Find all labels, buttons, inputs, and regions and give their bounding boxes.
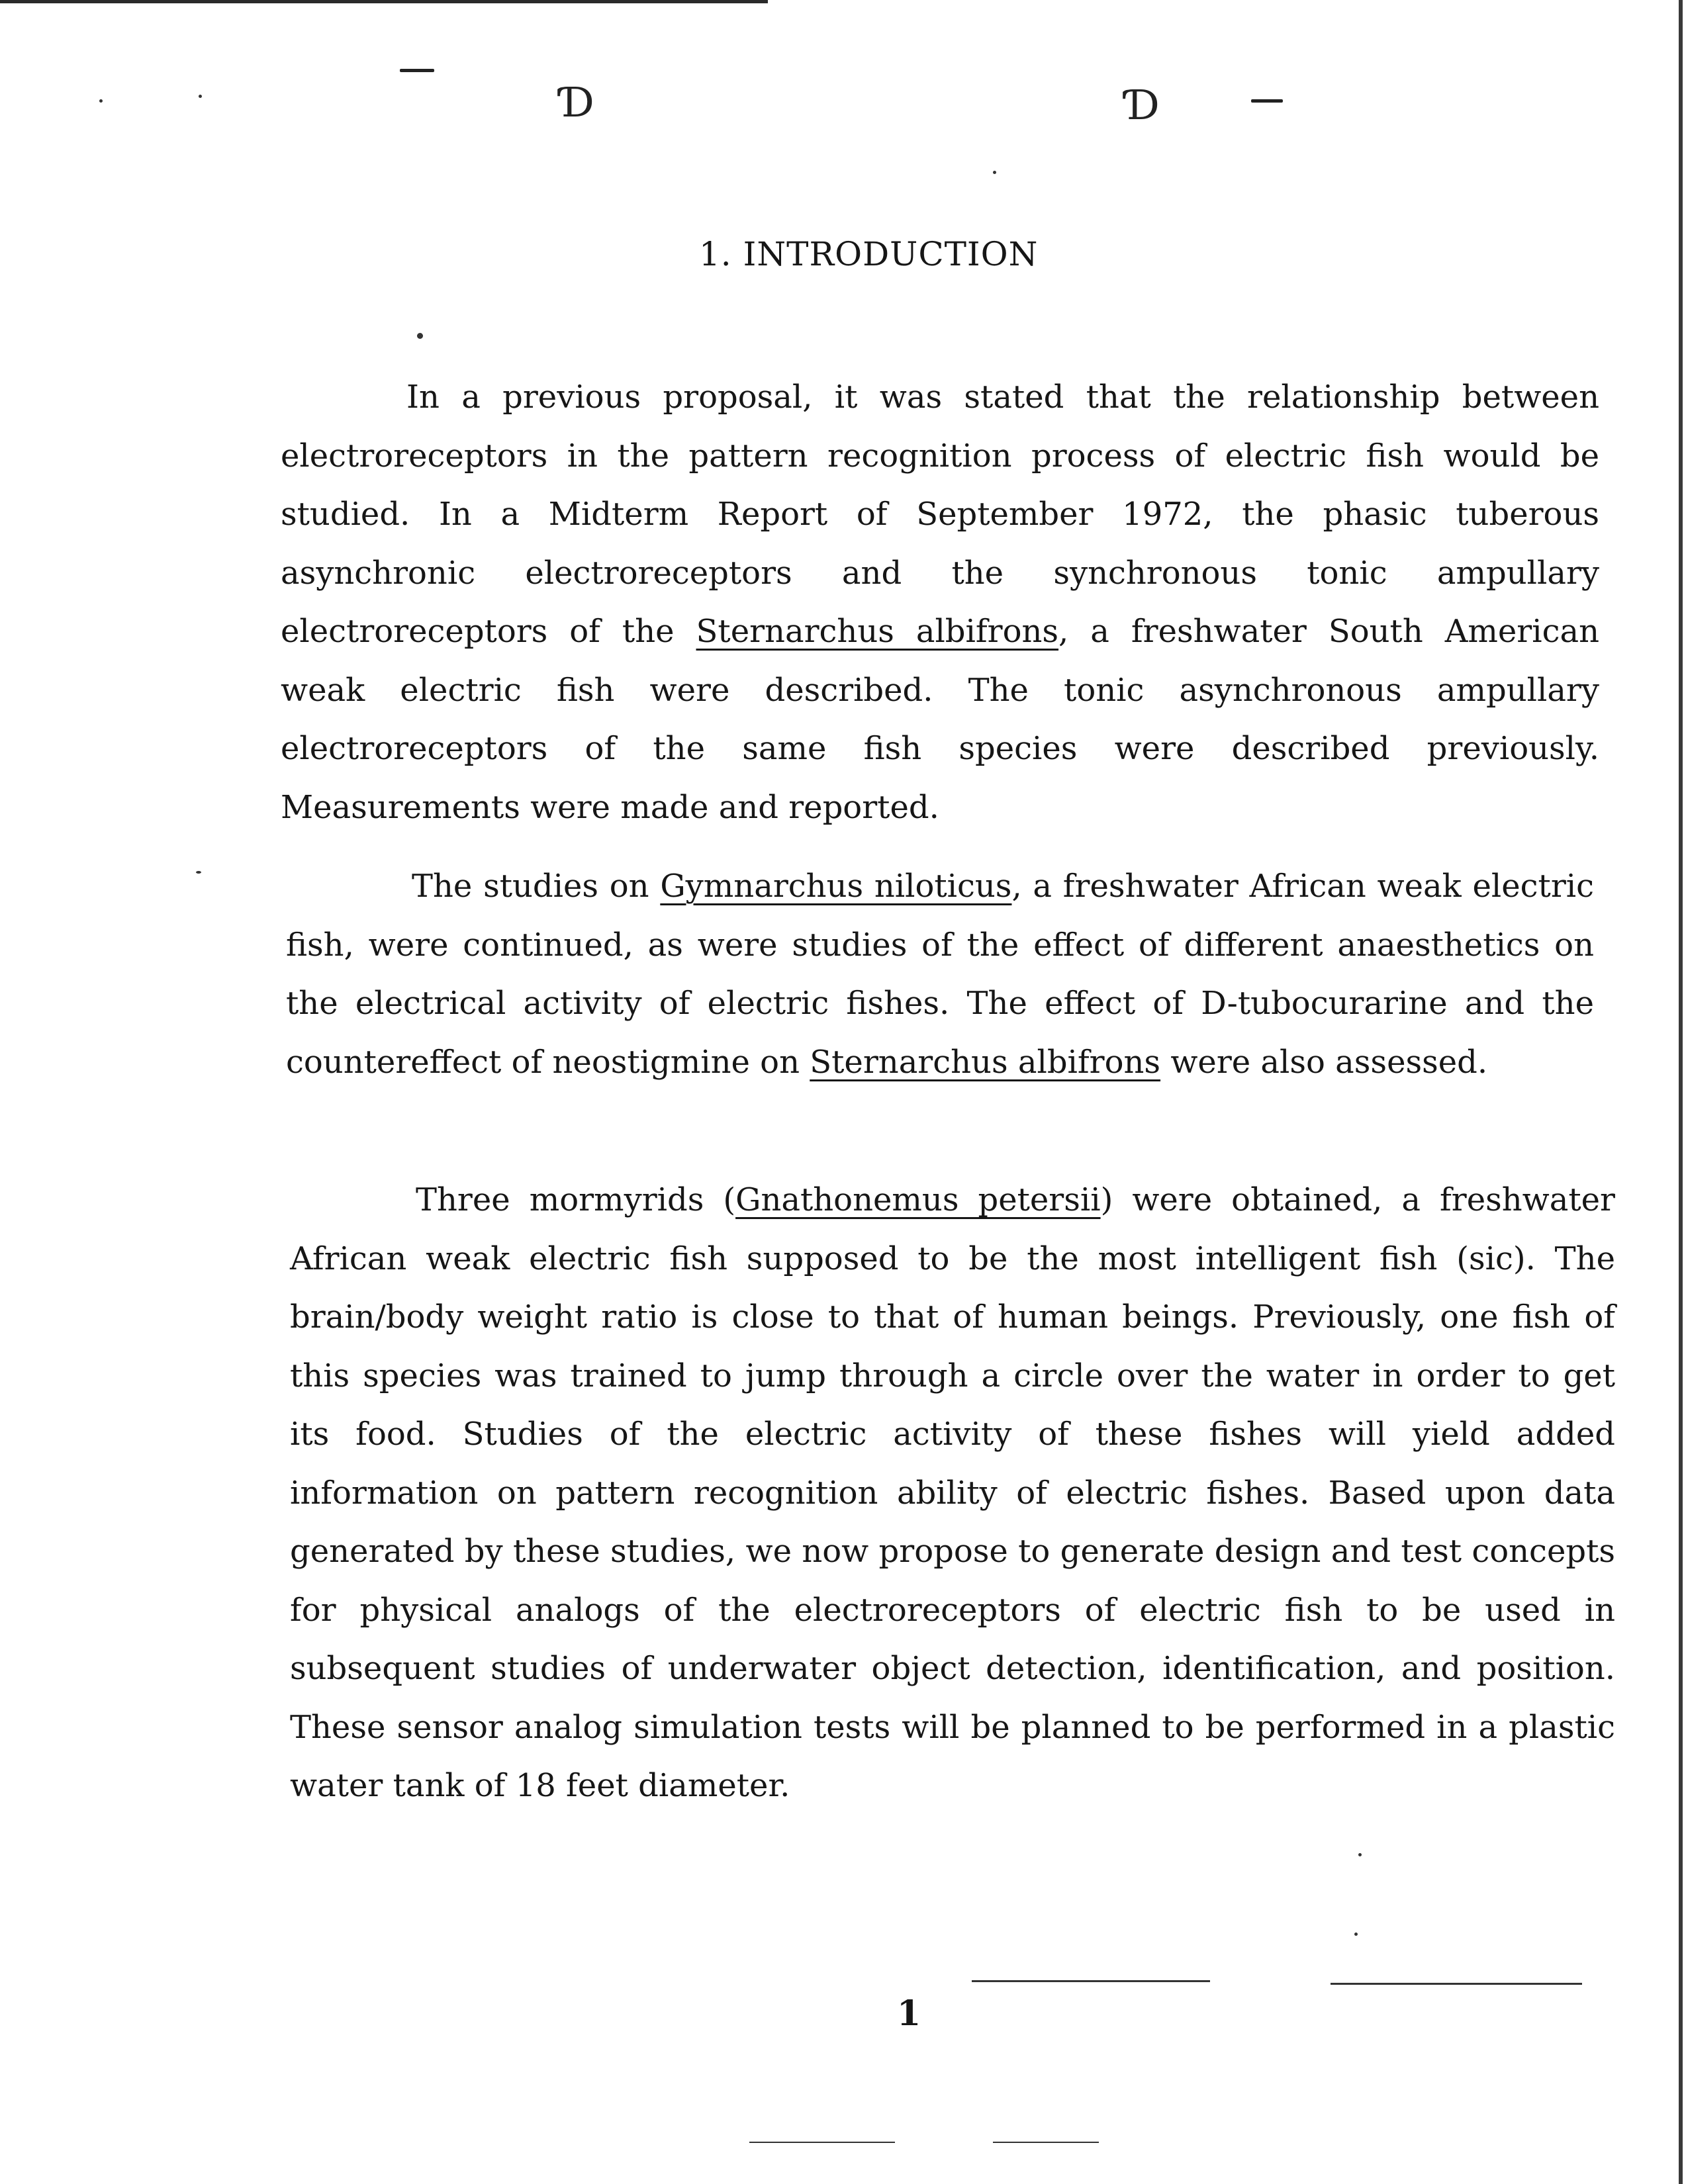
paragraph-mormyrids [290,1171,1615,1815]
scan-footer-line [972,1980,1210,1982]
scan-speck [1358,1853,1362,1856]
paragraph-gymnarchus-studies [286,857,1594,1091]
scan-top-rule [0,0,768,3]
page-number: 1 [897,1993,921,2034]
header-mark-left: Ɗ [561,78,594,126]
scan-speck [196,871,201,874]
species-name: Gnathonemus petersii [735,1181,1101,1218]
paragraph-previous-proposal [281,368,1599,837]
paragraph-text: The studies on [412,868,661,905]
scan-speck [1354,1933,1358,1936]
paragraph-text: ) were obtained, a freshwater African weak electric fish supposed to be the most intelligent fish (sic). The brain/body weight ratio is close to that of human beings. Previously, one fish of this species was trained to jump through a circle over the water in order to get its food. Studies of the electric activity of these fishes will yield added information on pattern recognition ability of electric fishes. Based upon data generated by these studies, we now propose to generate design and test concepts for physical analogs of the electroreceptors of electric fish to be used in subsequent studies of underwater object detection, identification, and position. These sensor analog simulation tests will be planned to be performed in a plastic water tank of 18 feet diameter. [290,1181,1616,1804]
header-mark-right: Ɗ [1127,81,1160,129]
scan-speck [199,95,202,98]
scan-speck [417,333,423,339]
paragraph-text: were also assessed. [1160,1043,1488,1081]
scan-footer-line [1331,1983,1582,1985]
scan-right-edge [1679,0,1683,2184]
scan-dash-mark [400,69,434,72]
scan-speck [99,99,103,103]
scan-dash-mark [1251,99,1283,103]
paragraph-text: Three mormyrids ( [416,1181,736,1218]
species-name: Gymnarchus niloticus [660,868,1012,905]
scan-speck [993,171,996,174]
paragraph-text: In a previous proposal, it was stated that the relationship between electroreceptors in the pattern recognition process of electric fish would be studied. In a Midterm Report of September 1972, the phasic tuberous asynchronic electroreceptors and the synchronous tonic ampullary electroreceptors of the [281,379,1599,650]
paragraph-text: , a freshwater African weak electric fish, were continued, as were studies of the effect of different anaesthetics on the electrical activity of electric fishes. The effect of D-tubocurarine and the countereffect of neostigmine on [286,868,1595,1081]
scan-footer-line [749,2142,895,2143]
section-heading: 1. INTRODUCTION [699,235,1039,273]
paragraph-text: , a freshwater South American weak electric fish were described. The tonic asynchronous ampullary electroreceptors of the same fish species were described previously. Measurements were made and reported. [281,613,1600,826]
species-name: Sternarchus albifrons [810,1043,1161,1081]
scan-footer-line [993,2142,1099,2143]
species-name: Sternarchus albifrons [696,613,1059,650]
